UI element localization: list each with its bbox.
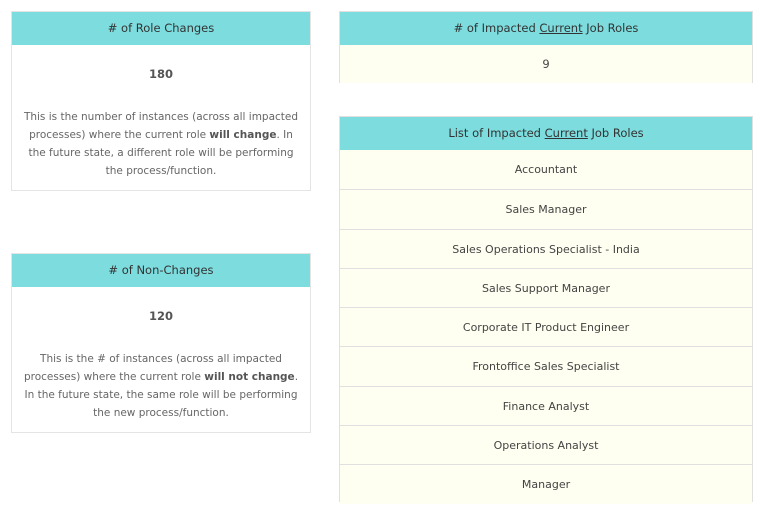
desc-text: . In the future state, the same role will be performing the new process/function. [24, 371, 299, 419]
impacted-roles-list-title [340, 117, 752, 150]
non-changes-title: # of Non-Changes [12, 254, 310, 287]
title-underlined: Current [544, 126, 588, 140]
non-changes-description [12, 350, 310, 422]
list-item: Operations Analyst [340, 425, 752, 464]
desc-text: This is the number of instances (across all impacted processes) where the current role [23, 111, 299, 141]
impacted-roles-count-value: 9 [340, 45, 752, 83]
non-changes-value: 120 [148, 309, 173, 323]
desc-emphasis: will change [209, 129, 277, 141]
title-underlined: Current [539, 21, 583, 35]
title-text: Job Roles [587, 126, 644, 140]
list-item: Frontoffice Sales Specialist [340, 346, 752, 385]
impacted-roles-count-title [340, 12, 752, 45]
impacted-roles-list-card [339, 116, 753, 502]
list-item: Sales Manager [340, 189, 752, 228]
role-changes-card [11, 11, 311, 191]
impacted-roles-count-card [339, 11, 753, 83]
list-item: Sales Operations Specialist - India [340, 229, 752, 268]
roles-list [340, 150, 752, 504]
list-item: Manager [340, 464, 752, 503]
list-item: Accountant [340, 150, 752, 189]
desc-text: . In the future state, a different role will be performing the process/function. [28, 129, 294, 177]
role-changes-value: 180 [148, 67, 173, 81]
title-text: # of Impacted [453, 21, 540, 35]
list-item: Corporate IT Product Engineer [340, 307, 752, 346]
list-item: Finance Analyst [340, 386, 752, 425]
non-changes-card [11, 253, 311, 433]
list-item: Sales Support Manager [340, 268, 752, 307]
desc-emphasis: will not change [204, 371, 295, 383]
role-changes-title: # of Role Changes [12, 12, 310, 45]
desc-text: This is the # of instances (across all impacted processes) where the current role [23, 353, 282, 383]
role-changes-description [12, 108, 310, 180]
title-text: Job Roles [582, 21, 639, 35]
title-text: List of Impacted [448, 126, 545, 140]
